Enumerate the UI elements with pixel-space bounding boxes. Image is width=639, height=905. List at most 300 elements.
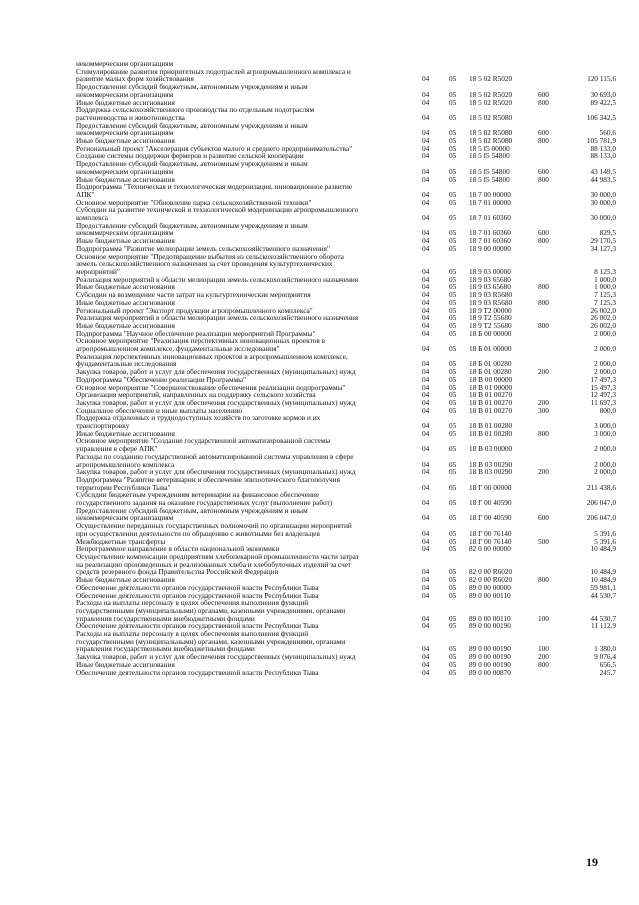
row-section: 04 [422, 459, 430, 469]
table-row [76, 106, 616, 121]
row-amount: 26 002,0 [590, 320, 616, 330]
row-subsection: 05 [449, 644, 457, 654]
row-amount: 44 983,5 [590, 174, 616, 184]
row-expense-type: 100 [538, 613, 549, 623]
row-subsection: 05 [449, 444, 457, 454]
row-name: Осуществление переданных государственных полномочий по организации мероприятий при осуществлении деятельности по обращению с животными без владельцев [76, 521, 352, 538]
row-section: 04 [422, 213, 430, 223]
budget-table [76, 60, 616, 676]
row-amount: 89 422,5 [590, 97, 616, 107]
row-expense-type: 800 [538, 174, 549, 184]
row-subsection: 05 [449, 151, 457, 161]
row-subsection: 05 [449, 174, 457, 184]
row-expense-type: 600 [538, 89, 549, 99]
table-row [76, 183, 616, 198]
row-target-code: 18 9 T2 55680 [469, 313, 512, 323]
row-amount: 829,5 [599, 228, 616, 238]
row-section: 04 [422, 174, 430, 184]
row-section: 04 [422, 444, 430, 454]
row-target-code: 18 7 01 00000 [469, 197, 511, 207]
row-subsection: 05 [449, 536, 457, 546]
row-section: 04 [422, 228, 430, 238]
row-expense-type: 800 [538, 97, 549, 107]
row-amount: 26 002,0 [590, 313, 616, 323]
row-amount: 120 115,6 [587, 74, 616, 84]
table-row [76, 337, 616, 352]
row-target-code: 18 Б 01 00000 [469, 344, 512, 354]
row-section: 04 [422, 97, 430, 107]
row-subsection: 05 [449, 213, 457, 223]
row-section: 04 [422, 297, 430, 307]
row-amount: 44 530,7 [590, 590, 616, 600]
row-expense-type: 800 [538, 428, 549, 438]
table-row [76, 206, 616, 221]
row-section: 04 [422, 344, 430, 354]
row-subsection: 05 [449, 405, 457, 415]
row-name: Реализация перспективных инновационных проектов в агропромышленном комплексе, фундаментальные исследования [76, 351, 348, 369]
row-subsection: 05 [449, 228, 457, 238]
row-target-code: 18 В 01 00270 [469, 397, 513, 407]
row-name: Закупка товаров, работ и услуг для обеспечения государственных (муниципальных) нужд [76, 397, 356, 407]
row-subsection: 05 [449, 290, 457, 300]
row-amount: 5 391,6 [594, 536, 616, 546]
row-section: 04 [422, 590, 430, 600]
row-section: 04 [422, 328, 430, 338]
row-target-code: 18 Б 01 00280 [469, 359, 512, 369]
row-subsection: 05 [449, 544, 457, 554]
row-name: Организация мероприятий, направленных на поддержку сельского хозяйства [76, 390, 316, 400]
row-target-code: 18 9 T2 00000 [469, 305, 512, 315]
row-target-code: 18 5 I5 54800 [469, 174, 510, 184]
row-expense-type: 600 [538, 166, 549, 176]
row-target-code: 18 Г 00 40590 [469, 513, 512, 523]
row-section: 04 [422, 421, 430, 431]
row-amount: 2 000,0 [594, 344, 616, 354]
row-name: Основное мероприятие "Создание государственной автоматизированной системы управления в сфере АПК" [76, 436, 331, 454]
row-subsection: 05 [449, 236, 457, 246]
row-target-code: 18 В 01 00280 [469, 428, 513, 438]
row-amount: 30 000,0 [590, 197, 616, 207]
row-subsection: 05 [449, 143, 457, 153]
row-amount: 2 000,0 [594, 367, 616, 377]
row-expense-type: 800 [538, 659, 549, 669]
row-name: Подпрограмма "Развитие мелиорации земель сельскохозяйственного назначения" [76, 243, 330, 253]
row-target-code: 18 7 01 60360 [469, 228, 511, 238]
row-name: Межбюджетные трансферты [76, 536, 166, 546]
row-target-code: 18 9 03 65680 [469, 274, 511, 284]
row-subsection: 05 [449, 128, 457, 138]
row-amount: 59 981,1 [590, 582, 616, 592]
row-target-code: 18 Б 00 00000 [469, 328, 512, 338]
row-name: Основное мероприятие "Совершенствование обеспечения реализации подпрограммы" [76, 382, 346, 392]
row-name: Социальное обеспечение и иные выплаты населению [76, 405, 243, 415]
table-row [76, 453, 616, 468]
row-target-code: 18 Г 00 00000 [469, 482, 512, 492]
row-amount: 10 484,9 [590, 575, 616, 585]
row-target-code: 89 0 00 00000 [469, 582, 511, 592]
table-row [76, 222, 616, 237]
row-name: Обеспечение деятельности органов государственной власти Республики Тыва [76, 582, 319, 592]
row-target-code: 18 Г 00 40590 [469, 498, 512, 508]
row-target-code: 18 7 00 00000 [469, 189, 511, 199]
row-name: Реализация мероприятий в области мелиорации земель сельскохозяйственного назначения [76, 274, 359, 284]
row-section: 04 [422, 367, 430, 377]
row-amount: 9 076,4 [594, 652, 616, 662]
row-subsection: 05 [449, 528, 457, 538]
row-subsection: 05 [449, 621, 457, 631]
row-section: 04 [422, 305, 430, 315]
row-name: Подпрограмма "Развитие ветеринарии и обеспечение эпизоотического благополучия территории Республики Тыва" [76, 474, 340, 492]
table-row [76, 83, 616, 98]
row-amount: 1 000,0 [594, 274, 616, 284]
row-subsection: 05 [449, 305, 457, 315]
row-amount: 88 133,0 [590, 143, 616, 153]
row-section: 04 [422, 528, 430, 538]
table-row [76, 630, 616, 653]
row-amount: 88 133,0 [590, 151, 616, 161]
row-name: Закупка товаров, работ и услуг для обеспечения государственных (муниципальных) нужд [76, 467, 356, 477]
row-subsection: 05 [449, 459, 457, 469]
row-target-code: 18 5 02 R5020 [469, 97, 513, 107]
row-name: Осуществление компенсации предприятиям хлебопекарной промышленности части затрат на реализацию произведенных и реализованных хлеба и хлебобулочных изделий за счет средств резервного фонда Правительства Российской Федерации [76, 552, 359, 577]
row-subsection: 05 [449, 274, 457, 284]
row-section: 04 [422, 320, 430, 330]
row-amount: 8 125,3 [594, 266, 616, 276]
row-name: Иные бюджетные ассигнования [76, 174, 175, 184]
row-name: Основное мероприятие "Реализация перспективных инновационных проектов в агропромышленном комплексе, фундаментальные исследования" [76, 336, 326, 354]
row-expense-type: 800 [538, 236, 549, 246]
row-amount: 26 002,0 [590, 305, 616, 315]
row-section: 04 [422, 282, 430, 292]
row-expense-type: 800 [538, 575, 549, 585]
row-name: Иные бюджетные ассигнования [76, 320, 175, 330]
row-subsection: 05 [449, 282, 457, 292]
row-name: Региональный проект "Акселерация субъектов малого и среднего предпринимательства" [76, 143, 353, 153]
row-amount: 105 781,9 [586, 136, 616, 146]
row-target-code: 18 В 01 00270 [469, 405, 513, 415]
row-amount: 206 047,0 [586, 513, 616, 523]
row-expense-type: 600 [538, 128, 549, 138]
row-section: 04 [422, 236, 430, 246]
row-expense-type: 500 [538, 536, 549, 546]
row-target-code: 18 5 I5 54800 [469, 166, 510, 176]
row-expense-type: 300 [538, 405, 549, 415]
row-name: Иные бюджетные ассигнования [76, 97, 175, 107]
row-name: Расходы на выплаты персоналу в целях обеспечения выполнения функций государственными (муниципальными) органами, казенными учреждениями, органами управления государственными внебюджетными фондами [76, 629, 346, 654]
row-target-code: 18 5 I5 54800 [469, 151, 510, 161]
table-row [76, 553, 616, 576]
table-row [76, 491, 616, 506]
row-target-code: 18 В 03 00290 [469, 459, 513, 469]
row-subsection: 05 [449, 266, 457, 276]
row-subsection: 05 [449, 482, 457, 492]
row-name: Предоставление субсидий бюджетным, автономным учреждениям и иным некоммерческим организациям [76, 82, 308, 99]
row-name: Подпрограмма "Обеспечение реализации Программы" [76, 374, 247, 384]
row-target-code: 18 5 02 R5020 [469, 89, 513, 99]
table-row [76, 253, 616, 276]
row-expense-type: 800 [538, 282, 549, 292]
row-target-code: 18 5 02 R5080 [469, 136, 513, 146]
row-section: 04 [422, 498, 430, 508]
page-number: 19 [586, 855, 598, 869]
row-section: 04 [422, 582, 430, 592]
row-section: 04 [422, 567, 430, 577]
row-section: 04 [422, 428, 430, 438]
row-target-code: 89 0 00 00110 [469, 590, 511, 600]
row-target-code: 18 9 00 00000 [469, 243, 511, 253]
row-name: Предоставление субсидий бюджетным, автономным учреждениям и иным некоммерческим организациям [76, 505, 308, 523]
row-target-code: 18 9 03 R5680 [469, 290, 513, 300]
row-amount: 7 125,3 [594, 290, 616, 300]
row-expense-type: 200 [538, 652, 549, 662]
row-name: Предоставление субсидий бюджетным, автономным учреждениям и иным некоммерческим организациям [76, 159, 308, 176]
row-name: Реализация мероприятий в области мелиорации земель сельскохозяйственного назначения [76, 313, 359, 323]
row-amount: 34 127,3 [590, 243, 616, 253]
row-amount: 800,0 [599, 405, 616, 415]
row-section: 04 [422, 405, 430, 415]
row-name: Субсидии бюджетным учреждениям ветеринарии на финансовое обеспечение государственного задания на оказание государственных услуг (выполнение работ) [76, 490, 333, 508]
row-amount: 5 391,6 [594, 528, 616, 538]
row-name: Обеспечение деятельности органов государственной власти Республики Тыва [76, 667, 319, 677]
row-amount: 43 149,5 [590, 166, 616, 176]
row-amount: 2 000,0 [594, 444, 616, 454]
row-name: Расходы по созданию государственной автоматизированной системы управления в сфере агропромышленного комплекса [76, 451, 354, 469]
row-target-code: 18 5 I5 00000 [469, 143, 510, 153]
row-name: Иные бюджетные ассигнования [76, 282, 175, 292]
row-target-code: 18 9 T2 55680 [469, 320, 512, 330]
row-amount: 15 497,3 [590, 382, 616, 392]
row-target-code: 18 5 02 R5020 [469, 74, 513, 84]
row-section: 04 [422, 374, 430, 384]
row-section: 04 [422, 382, 430, 392]
row-subsection: 05 [449, 313, 457, 323]
row-section: 04 [422, 136, 430, 146]
row-expense-type: 600 [538, 228, 549, 238]
row-name: Иные бюджетные ассигнования [76, 297, 175, 307]
row-section: 04 [422, 274, 430, 284]
row-section: 04 [422, 74, 430, 84]
row-target-code: 18 7 01 60360 [469, 236, 511, 246]
row-subsection: 05 [449, 344, 457, 354]
row-amount: 30 000,0 [590, 213, 616, 223]
row-subsection: 05 [449, 575, 457, 585]
row-name: Субсидии на развитие технической и технологической модернизации агропромышленного комплекса [76, 205, 359, 223]
row-section: 04 [422, 266, 430, 276]
row-amount: 3 000,0 [594, 421, 616, 431]
row-section: 04 [422, 575, 430, 585]
row-section: 04 [422, 613, 430, 623]
table-row [76, 522, 616, 537]
row-target-code: 18 5 02 R5080 [469, 128, 513, 138]
row-name: Закупка товаров, работ и услуг для обеспечения государственных (муниципальных) нужд [76, 652, 356, 662]
row-subsection: 05 [449, 197, 457, 207]
row-subsection: 05 [449, 97, 457, 107]
table-row [76, 122, 616, 137]
row-amount: 10 484,9 [590, 567, 616, 577]
row-amount: 2 000,0 [594, 328, 616, 338]
row-target-code: 18 9 03 00000 [469, 266, 511, 276]
table-row [76, 160, 616, 175]
row-subsection: 05 [449, 136, 457, 146]
row-name: Иные бюджетные ассигнования [76, 428, 175, 438]
row-name: Основное мероприятие "Предотвращение выбытия из сельскохозяйственного оборота земель сельскохозяйственного назначения за счет проведения культуртехнических мероприятий" [76, 251, 344, 276]
row-target-code: 18 В 01 00000 [469, 382, 513, 392]
table-row [76, 353, 616, 368]
row-name: Предоставление субсидий бюджетным, автономным учреждениям и иным некоммерческим организациям [76, 220, 308, 238]
row-target-code: 18 Б 01 00280 [469, 367, 512, 377]
row-name: Поддержка сельскохозяйственного производства по отдельным подотраслям растениеводства и животноводства [76, 105, 315, 122]
row-amount: 106 342,5 [586, 112, 616, 122]
row-subsection: 05 [449, 590, 457, 600]
row-section: 04 [422, 112, 430, 122]
row-section: 04 [422, 151, 430, 161]
row-section: 04 [422, 128, 430, 138]
row-amount: 3 000,0 [594, 428, 616, 438]
row-name: Подпрограмма "Техническая и технологическая модернизация, инновационное развитие АПК" [76, 182, 353, 199]
row-expense-type: 200 [538, 397, 549, 407]
row-subsection: 05 [449, 320, 457, 330]
row-subsection: 05 [449, 243, 457, 253]
row-subsection: 05 [449, 421, 457, 431]
row-amount: 30 693,0 [590, 89, 616, 99]
row-amount: 206 047,0 [586, 498, 616, 508]
row-expense-type: 800 [538, 136, 549, 146]
row-name: Непрограммное направление в области национальной экономики [76, 544, 280, 554]
row-amount: 211 438,6 [587, 482, 616, 492]
row-name: Поддержка отдаленных и труднодоступных хозяйств по заготовке кормов и их транспортировку [76, 413, 321, 431]
row-name: Региональный проект "Экспорт продукции агропромышленного комплекса" [76, 305, 313, 315]
table-row [76, 669, 616, 677]
row-section: 04 [422, 197, 430, 207]
row-subsection: 05 [449, 112, 457, 122]
row-target-code: 18 Г 00 76140 [469, 528, 512, 538]
row-name: Иные бюджетные ассигнования [76, 236, 175, 246]
row-section: 04 [422, 644, 430, 654]
row-subsection: 05 [449, 567, 457, 577]
row-target-code: 82 0 00 R6020 [469, 575, 513, 585]
row-name: Иные бюджетные ассигнования [76, 575, 175, 585]
row-amount: 29 170,5 [590, 236, 616, 246]
row-subsection: 05 [449, 390, 457, 400]
row-subsection: 05 [449, 189, 457, 199]
row-target-code: 18 В 03 00000 [469, 444, 513, 454]
row-section: 04 [422, 189, 430, 199]
row-section: 04 [422, 659, 430, 669]
row-section: 04 [422, 621, 430, 631]
row-name: Закупка товаров, работ и услуг для обеспечения государственных (муниципальных) нужд [76, 367, 356, 377]
table-row [76, 599, 616, 622]
row-target-code: 89 0 00 00190 [469, 644, 511, 654]
row-target-code: 89 0 00 00870 [469, 667, 511, 677]
table-row [76, 507, 616, 522]
row-subsection: 05 [449, 667, 457, 677]
row-subsection: 05 [449, 297, 457, 307]
row-target-code: 82 0 00 R6020 [469, 567, 513, 577]
row-subsection: 05 [449, 89, 457, 99]
row-name: некоммерческим организациям [76, 59, 174, 68]
row-section: 04 [422, 667, 430, 677]
row-name: Обеспечение деятельности органов государственной власти Республики Тыва [76, 590, 319, 600]
row-subsection: 05 [449, 359, 457, 369]
row-name: Основное мероприятие "Обновление парка сельскохозяйственной техники" [76, 197, 312, 207]
row-amount: 12 497,3 [590, 390, 616, 400]
table-row [76, 414, 616, 429]
row-subsection: 05 [449, 582, 457, 592]
row-section: 04 [422, 166, 430, 176]
row-amount: 2 000,0 [594, 467, 616, 477]
row-target-code: 89 0 00 00190 [469, 659, 511, 669]
table-row [76, 68, 616, 83]
row-amount: 2 000,0 [594, 459, 616, 469]
row-name: Подпрограмма "Научное обеспечение реализации мероприятий Программы" [76, 328, 316, 338]
row-expense-type: 200 [538, 467, 549, 477]
row-section: 04 [422, 544, 430, 554]
row-amount: 7 125,3 [594, 297, 616, 307]
row-target-code: 18 7 01 60360 [469, 213, 511, 223]
row-subsection: 05 [449, 428, 457, 438]
row-subsection: 05 [449, 467, 457, 477]
row-amount: 245,7 [599, 667, 616, 677]
row-expense-type: 800 [538, 297, 549, 307]
row-subsection: 05 [449, 328, 457, 338]
row-subsection: 05 [449, 397, 457, 407]
row-subsection: 05 [449, 374, 457, 384]
row-name: Иные бюджетные ассигнования [76, 659, 175, 669]
row-subsection: 05 [449, 613, 457, 623]
row-expense-type: 800 [538, 320, 549, 330]
row-section: 04 [422, 467, 430, 477]
row-subsection: 05 [449, 382, 457, 392]
row-target-code: 89 0 00 00110 [469, 613, 511, 623]
row-subsection: 05 [449, 498, 457, 508]
row-amount: 656,5 [599, 659, 616, 669]
row-subsection: 05 [449, 659, 457, 669]
row-section: 04 [422, 513, 430, 523]
row-target-code: 89 0 00 00190 [469, 621, 511, 631]
row-section: 04 [422, 290, 430, 300]
row-target-code: 18 В 03 00290 [469, 467, 513, 477]
row-amount: 17 497,3 [590, 374, 616, 384]
row-amount: 560,6 [599, 128, 616, 138]
row-section: 04 [422, 243, 430, 253]
row-target-code: 82 0 00 00000 [469, 544, 511, 554]
row-amount: 30 000,0 [590, 189, 616, 199]
table-row [76, 476, 616, 491]
row-amount: 1 380,0 [594, 644, 616, 654]
row-target-code: 18 В 00 00000 [469, 374, 513, 384]
row-section: 04 [422, 397, 430, 407]
row-section: 04 [422, 89, 430, 99]
row-amount: 11 112,9 [591, 621, 616, 631]
row-target-code: 18 9 03 65680 [469, 282, 511, 292]
row-section: 04 [422, 652, 430, 662]
row-expense-type: 600 [538, 513, 549, 523]
row-name: Иные бюджетные ассигнования [76, 136, 175, 146]
table-row [76, 437, 616, 452]
row-section: 04 [422, 313, 430, 323]
row-amount: 2 000,0 [594, 359, 616, 369]
row-section: 04 [422, 143, 430, 153]
row-name: Обеспечение деятельности органов государственной власти Республики Тыва [76, 621, 319, 631]
row-target-code: 89 0 00 00190 [469, 652, 511, 662]
row-section: 04 [422, 536, 430, 546]
row-subsection: 05 [449, 74, 457, 84]
row-target-code: 18 В 01 00270 [469, 390, 513, 400]
row-amount: 11 697,3 [590, 397, 616, 407]
row-amount: 10 484,9 [590, 544, 616, 554]
row-amount: 44 530,7 [590, 613, 616, 623]
row-section: 04 [422, 390, 430, 400]
